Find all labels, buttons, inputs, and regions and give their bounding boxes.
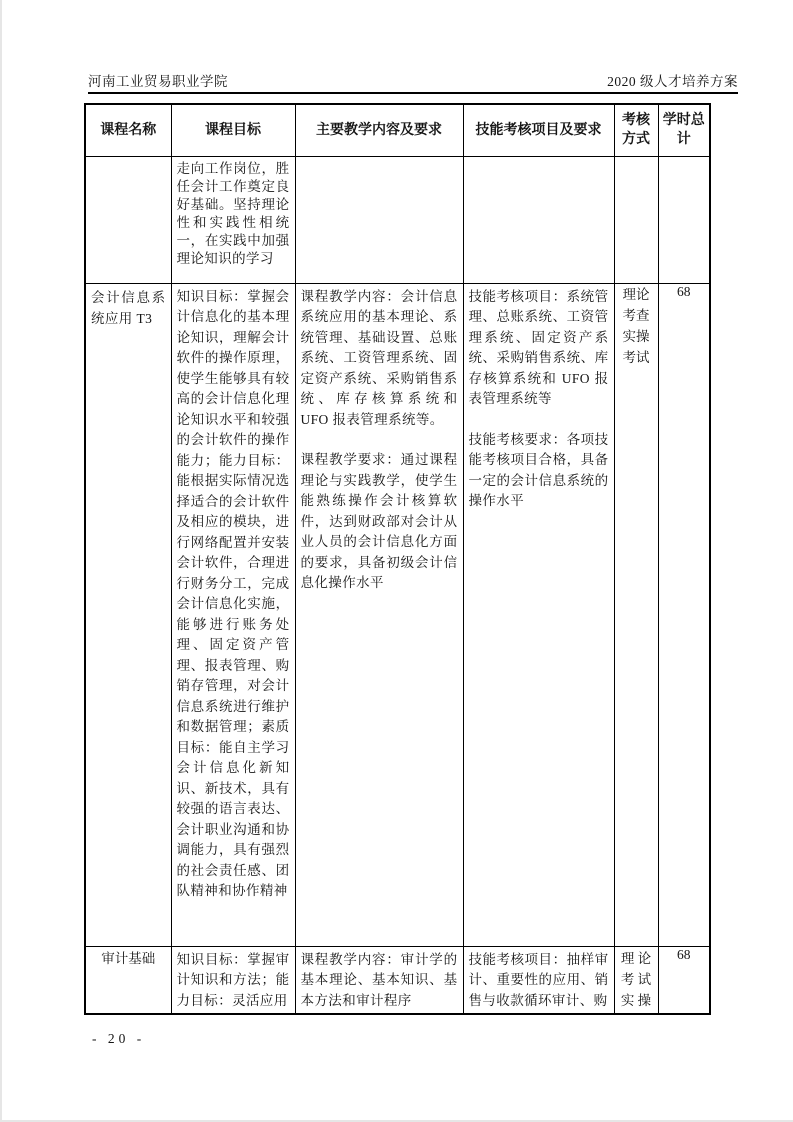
table-row-audit-basics [85, 946, 710, 1014]
skill-assessment-cell [463, 946, 614, 1014]
skill-assessment-items-paragraph: 技能考核项目：系统管理、总账系统、工资管理系统、固定资产系统、采购销售系统、库存核算系统和 UFO 报表管理系统等 [468, 288, 609, 406]
course-name-text: 审计基础 [101, 950, 156, 966]
teaching-content-block [296, 284, 463, 597]
page-header-plan-title: 2020 级人才培养方案 [607, 74, 738, 89]
teaching-content-cell [295, 283, 463, 946]
method-line: 考试 [622, 349, 650, 365]
course-name-cell [85, 283, 171, 946]
header-divider [88, 92, 738, 94]
objectives-cell [171, 946, 295, 1014]
page-header-school-name: 河南工业贸易职业学院 [88, 74, 228, 89]
page-number: - 20 - [92, 1031, 146, 1046]
table-row-continuation [85, 156, 710, 283]
objectives-text: 知识目标：掌握审计知识和方法；能力目标：灵活应用 [176, 951, 290, 1008]
teaching-content-paragraph: 课程教学内容：会计信息系统应用的基本理论、系统管理、基础设置、总账系统、工资管理系统、固定资产系统、采购销售系统、库存核算系统和 UFO 报表管理系统等。 [300, 288, 458, 427]
total-hours-cell [658, 156, 710, 283]
assessment-method-cell [614, 156, 658, 283]
skill-assessment-requirement-paragraph: 技能考核要求：各项技能考核项目合格，具备一定的会计信息系统的操作水平 [468, 431, 609, 508]
col-header-course-name: 课程名称 [85, 104, 171, 156]
method-line: 实 操 [620, 992, 652, 1008]
col-header-teaching-content: 主要教学内容及要求 [295, 104, 463, 156]
col-header-total-hours: 学时总计 [658, 104, 710, 156]
course-name-cell [85, 156, 171, 283]
course-name-text: 会计信息系统应用 T3 [91, 289, 166, 326]
teaching-content-cell [295, 156, 463, 283]
col-header-course-objectives: 课程目标 [171, 104, 295, 156]
method-line: 考 试 [620, 971, 652, 987]
teaching-requirement-paragraph: 课程教学要求：通过课程理论与实践教学，使学生能熟练操作会计核算软件，达到财政部对会计从业人员的会计信息化方面的要求，具备初级会计信息化操作水平 [300, 452, 458, 590]
method-line: 理 论 [620, 950, 652, 966]
skill-assessment-items-paragraph: 技能考核项目：抽样审计、重要性的应用、销售与收款循环审计、购 [468, 951, 609, 1008]
table-header-row [85, 104, 710, 156]
total-hours-cell: 68 [658, 283, 710, 946]
objectives-cell [171, 156, 295, 283]
objectives-cell [171, 283, 295, 946]
teaching-content-cell [295, 946, 463, 1014]
assessment-method-block [615, 284, 658, 368]
total-hours-cell: 68 [658, 946, 710, 1014]
assessment-method-cell [614, 283, 658, 946]
method-line: 实操 [622, 328, 650, 344]
page-header [88, 70, 738, 90]
objectives-text: 走向工作岗位，胜任会计工作奠定良好基础。坚持理论性和实践性相统一，在实践中加强理论知识的学习 [176, 160, 290, 266]
col-header-assessment-method: 考核方式 [614, 104, 658, 156]
skill-assessment-cell [463, 156, 614, 283]
skill-assessment-cell [463, 283, 614, 946]
skill-assessment-block [464, 284, 614, 515]
col-header-skill-assessment: 技能考核项目及要求 [463, 104, 614, 156]
table-row-accounting-info-system [85, 283, 710, 946]
course-name-cell [85, 946, 171, 1014]
objectives-text: 知识目标：掌握会计信息化的基本理论知识，理解会计软件的操作原理，使学生能够具有较高的会计信息化理论知识水平和较强的会计软件的操作能力；能力目标：能根据实际情况选择适合的会计软件及相应的模块，进行网络配置并安装会计软件，合理进行财务分工，完成会计信息化实施，能够进行账务处理、固定资产管理、报表管理、购销存管理，对会计信息系统进行维护和数据管理；素质目标：能自主学习会计信息化新知识、新技术，具有较强的语言表达、会计职业沟通和协调能力，具有强烈的社会责任感、团队精神和协作精神 [176, 288, 290, 898]
method-line: 考查 [622, 307, 650, 323]
course-plan-table [84, 103, 711, 1015]
assessment-method-block [615, 947, 658, 1010]
teaching-content-paragraph: 课程教学内容：审计学的基本理论、基本知识、基本方法和审计程序 [300, 951, 458, 1008]
method-line: 理论 [622, 286, 650, 302]
assessment-method-cell [614, 946, 658, 1014]
